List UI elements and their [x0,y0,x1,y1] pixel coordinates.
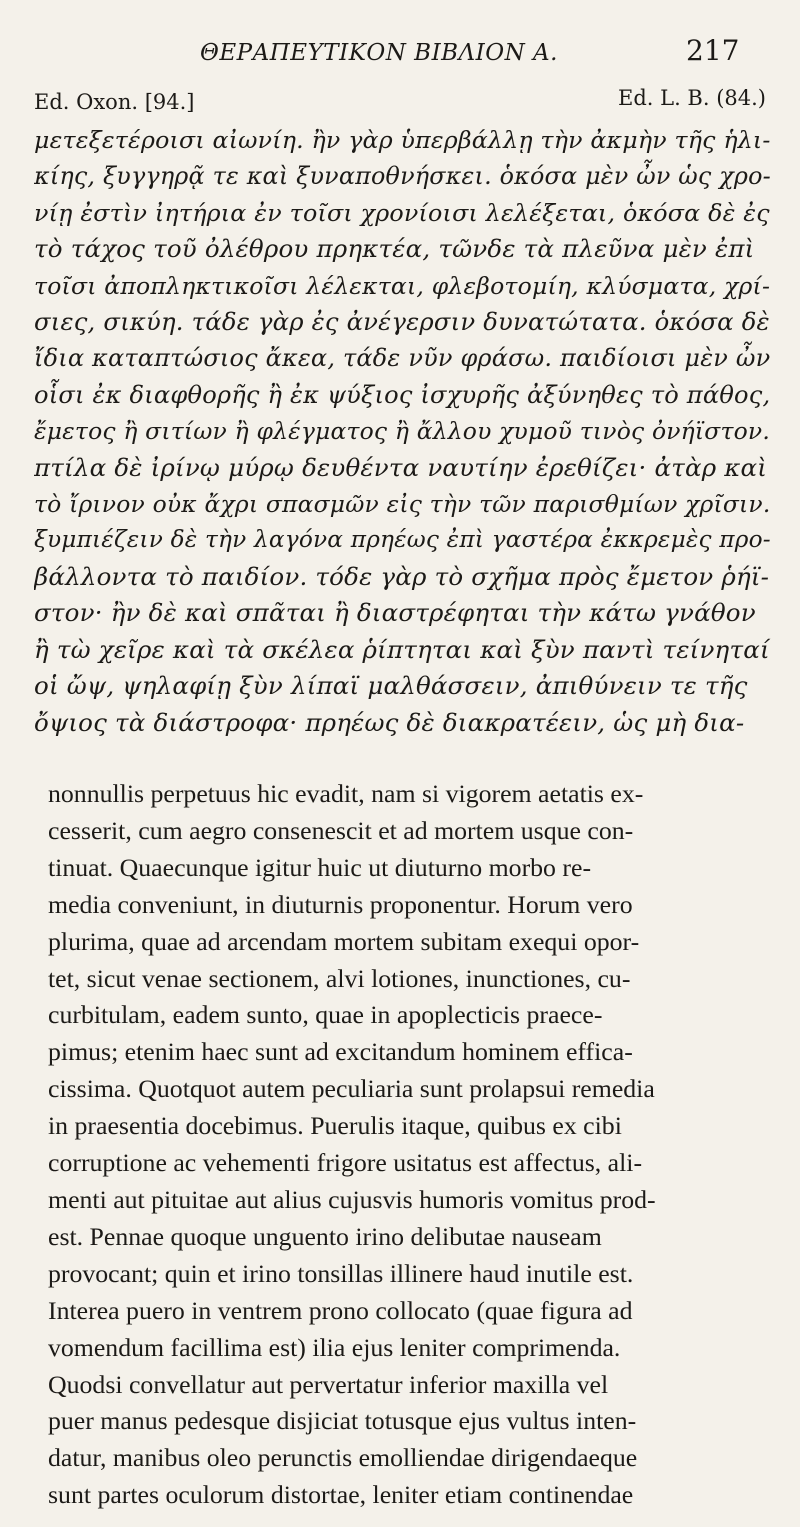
latin-line: menti aut pituitae aut alius cujusvis humoris vomitus prod- [48,1184,656,1214]
latin-line: media conveniunt, in diuturnis proponentur. Horum vero [48,889,633,919]
latin-line: puer manus pedesque disjiciat totusque ejus vultus inten- [48,1406,637,1436]
greek-line: ξυμπιέζειν δὲ τὴν λαγόνα πρηέως ἐπὶ γαστέρα ἐκκρεμὲς προ- [34,526,771,554]
latin-line: tinuat. Quaecunque igitur huic ut diuturno morbo re- [48,852,592,882]
greek-line: τοῖσι ἀποπληκτικοῖσι λέλεκται, φλεβοτομίη, κλύσματα, χρί- [34,271,771,300]
latin-line: nonnullis perpetuus hic evadit, nam si vigorem aetatis ex- [48,779,644,808]
edition-lb-reference: Ed. L. B. (84.) [618,86,766,110]
greek-line: ὄψιος τὰ διάστροφα· πρηέως δὲ διακρατέειν, ὡς μὴ δια- [34,707,745,737]
edition-oxon-reference: Ed. Oxon. [94.] [34,90,195,114]
edition-references [34,86,774,120]
greek-line: ἴδια καταπτώσιος ἄκεα, τάδε νῦν φράσω. παιδίοισι μὲν ὦν [34,344,771,373]
greek-line: στον· ἢν δὲ καὶ σπᾶται ἢ διαστρέφηται τὴν κάτω γνάθον [34,598,756,628]
latin-line: datur, manibus oleo perunctis emolliendae dirigendaeque [48,1443,638,1473]
latin-line: pimus; etenim haec sunt ad excitandum hominem effica- [48,1037,633,1067]
greek-line: ἢ τὼ χεῖρε καὶ τὰ σκέλεα ῥίπτηται καὶ ξὺν παντὶ τείνηταί [34,634,770,664]
latin-line: cissima. Quotquot autem peculiaria sunt prolapsui remedia [48,1074,655,1104]
greek-line: τὸ τάχος τοῦ ὀλέθρου πρηκτέα, τῶνδε τὰ πλεῦνα μὲν ἐπὶ [34,234,755,264]
greek-line: νίῃ ἐστὶν ἰητήρια ἐν τοῖσι χρονίοισι λελέξεται, ὁκόσα δὲ ἐς [34,198,770,227]
latin-line: corruptione ac vehementi frigore usitatus est affectus, ali- [48,1148,643,1178]
greek-line: οἷσι ἐκ διαφθορῆς ἢ ἐκ ψύξιος ἰσχυρῆς ἀξύνηθες τὸ πάθος, [34,380,771,409]
latin-line: cesserit, cum aegro consenescit et ad mortem usque con- [48,815,634,845]
latin-line: plurima, quae ad arcendam mortem subitam exequi opor- [48,926,640,956]
greek-line: μετεξετέροισι αἰωνίη. ἢν γὰρ ὑπερβάλλῃ τὴν ἀκμὴν τῆς ἡλι- [34,126,771,154]
latin-line: provocant; quin et irino tonsillas illinere haud inutile est. [48,1258,634,1288]
latin-line: tet, sicut venae sectionem, alvi lotiones, inunctiones, cu- [48,963,631,993]
page-number: 217 [686,34,740,67]
greek-line: βάλλοντα τὸ παιδίον. τόδε γὰρ τὸ σχῆμα πρὸς ἔμετον ῥήϊ- [34,561,770,591]
greek-line: σιες, σικύη. τάδε γὰρ ἐς ἀνέγερσιν δυνατώτατα. ὁκόσα δὲ [34,307,770,337]
running-title: ΘΕΡΑΠΕΥΤΙΚΟΝ ΒΙΒΛΙΟΝ Α. [200,40,558,66]
latin-line: curbitulam, eadem sunto, quae in apoplecticis praece- [48,1000,603,1030]
greek-line: πτίλα δὲ ἰρίνῳ μύρῳ δευθέντα ναυτίην ἐρεθίζει· ἀτὰρ καὶ [34,452,768,482]
greek-line: τὸ ἴρινον οὐκ ἄχρι σπασμῶν εἰς τὴν τῶν παρισθμίων χρῖσιν. [34,490,771,519]
greek-line: κίης, ξυγγηρᾷ τε καὶ ξυναποθνήσκει. ὁκόσα μὲν ὦν ὡς χρο- [34,162,771,191]
latin-line: vomendum facillima est) ilia ejus leniter comprimenda. [48,1332,621,1362]
latin-line: est. Pennae quoque unguento irino delibutae nauseam [48,1221,602,1251]
greek-text-block [34,122,774,741]
running-head [0,32,800,76]
latin-translation-block [48,776,766,1514]
latin-line: Quodsi convellatur aut pervertatur inferior maxilla vel [48,1369,609,1399]
latin-line: in praesentia docebimus. Puerulis itaque, quibus ex cibi [48,1111,622,1141]
greek-line: ἔμετος ἢ σιτίων ἢ φλέγματος ἢ ἄλλου χυμοῦ τινὸς ὀνήϊστον. [34,417,770,446]
greek-line: οἱ ὤψ, ψηλαφίῃ ξὺν λίπαϊ μαλθάσσειν, ἀπιθύνειν τε τῆς [34,671,748,701]
latin-line: sunt partes oculorum distortae, leniter etiam continendae [48,1480,634,1510]
latin-line: Interea puero in ventrem prono collocato (quae figura ad [48,1295,633,1325]
